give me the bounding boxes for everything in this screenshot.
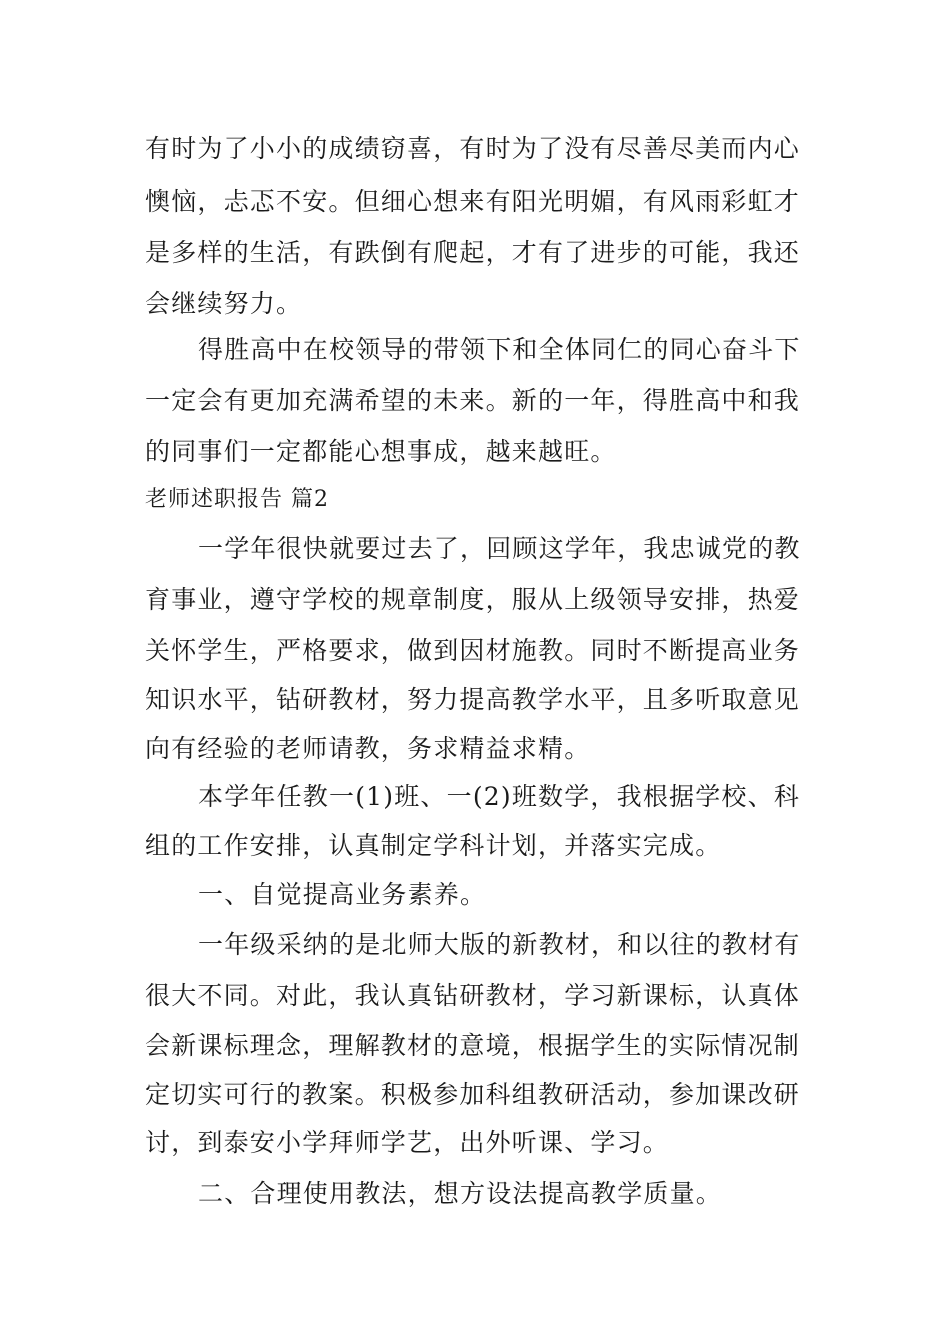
paragraph-line: 懊恼，忐忑不安。但细心想来有阳光明媚，有风雨彩虹才 — [145, 187, 801, 216]
paragraph-line: 讨，到泰安小学拜师学艺，出外听课、学习。 — [145, 1128, 670, 1157]
paragraph-line: 本学年任教一(1)班、一(2)班数学，我根据学校、科 — [198, 782, 801, 811]
paragraph-line: 是多样的生活，有跌倒有爬起，才有了进步的可能，我还 — [145, 238, 801, 267]
paragraph-line: 定切实可行的教案。积极参加科组教研活动，参加课改研 — [145, 1080, 801, 1109]
paragraph-line: 向有经验的老师请教，务求精益求精。 — [145, 734, 591, 763]
paragraph-line: 一学年很快就要过去了，回顾这学年，我忠诚党的教 — [198, 534, 801, 563]
paragraph-line: 会继续努力。 — [145, 289, 303, 318]
paragraph-line: 得胜高中在校领导的带领下和全体同仁的同心奋斗下 — [198, 335, 801, 364]
subheading: 一、自觉提高业务素养。 — [198, 880, 487, 909]
paragraph-line: 一年级采纳的是北师大版的新教材，和以往的教材有 — [198, 930, 801, 959]
paragraph-line: 会新课标理念，理解教材的意境，根据学生的实际情况制 — [145, 1031, 801, 1060]
paragraph-line: 知识水平，钻研教材，努力提高教学水平，且多听取意见 — [145, 685, 801, 714]
paragraph-line: 的同事们一定都能心想事成，越来越旺。 — [145, 437, 617, 466]
paragraph-line: 一定会有更加充满希望的未来。新的一年，得胜高中和我 — [145, 386, 801, 415]
subheading: 二、合理使用教法，想方设法提高教学质量。 — [198, 1179, 723, 1208]
section-heading: 老师述职报告 篇2 — [145, 487, 329, 512]
paragraph-line: 组的工作安排，认真制定学科计划，并落实完成。 — [145, 831, 722, 860]
paragraph-line: 很大不同。对此，我认真钻研教材，学习新课标，认真体 — [145, 981, 801, 1010]
paragraph-line: 关怀学生，严格要求，做到因材施教。同时不断提高业务 — [145, 636, 801, 665]
paragraph-line: 育事业，遵守学校的规章制度，服从上级领导安排，热爱 — [145, 585, 801, 614]
paragraph-line: 有时为了小小的成绩窃喜，有时为了没有尽善尽美而内心 — [145, 134, 801, 163]
